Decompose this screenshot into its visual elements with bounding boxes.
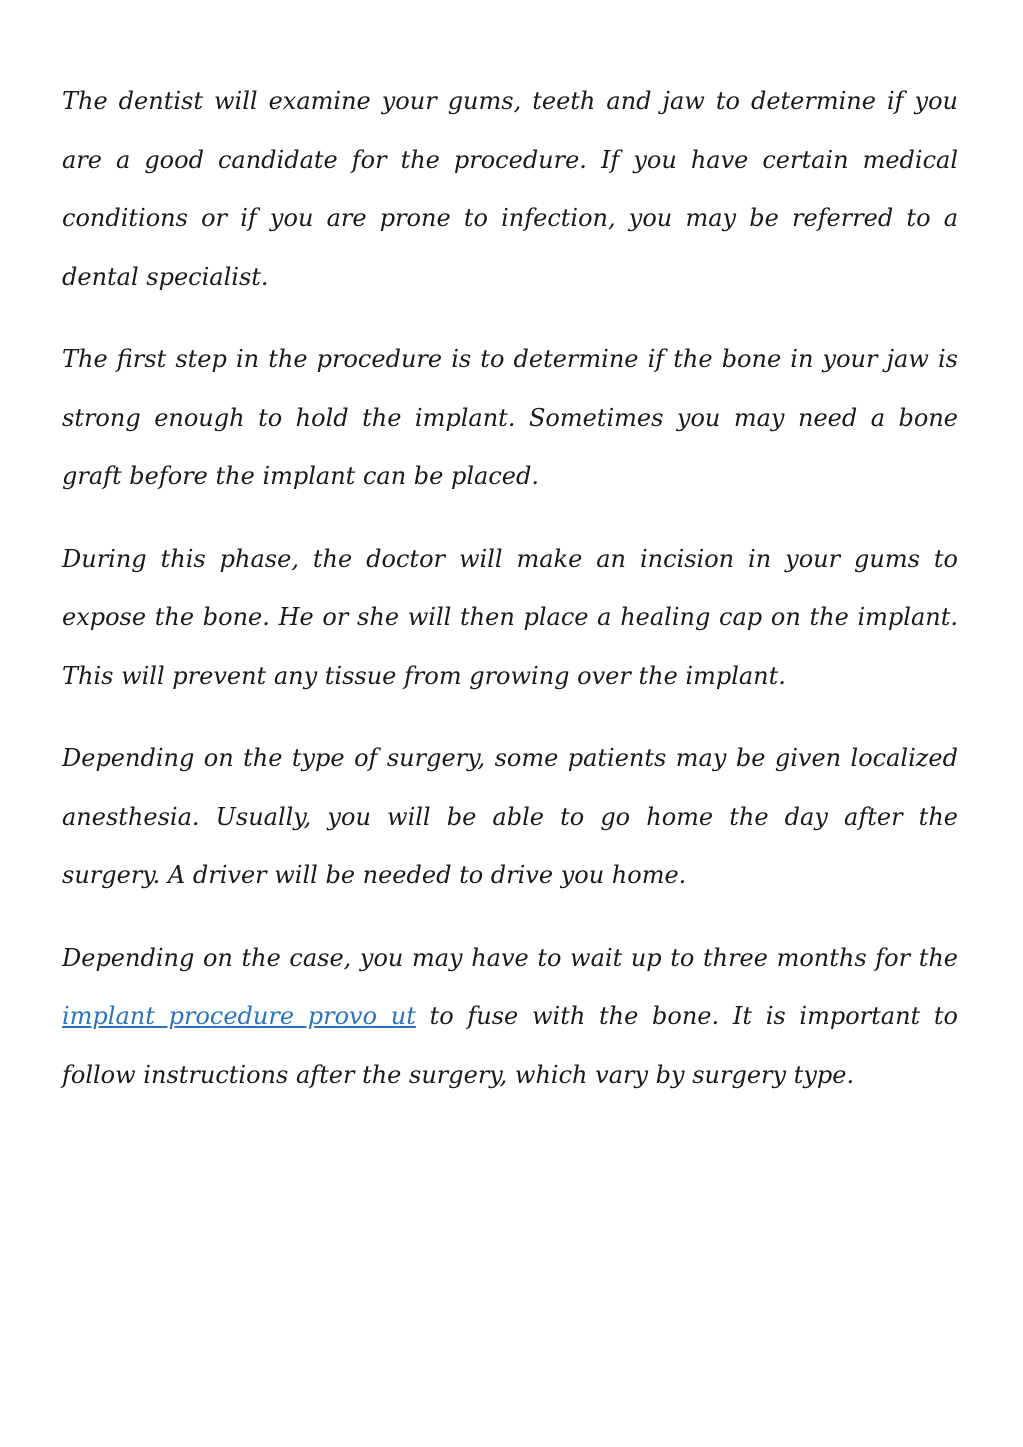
paragraph-5-tail-text: to fuse with the bone. It is important to follow instructions after the surgery, which vary by surgery type. bbox=[62, 1002, 958, 1089]
paragraph-2: The first step in the procedure is to determine if the bone in your jaw is strong enough to hold the implant. Sometimes you may need a bone graft before the implant can be placed. bbox=[62, 345, 958, 490]
document-body bbox=[62, 72, 958, 1128]
paragraph-1: The dentist will examine your gums, teeth and jaw to determine if you are a good candidate for the procedure. If you have certain medical conditions or if you are prone to infection, you may be referred to a dental specialist. bbox=[62, 87, 958, 291]
paragraph-5 bbox=[62, 929, 958, 1105]
paragraph-4: Depending on the type of surgery, some patients may be given localized anesthesia. Usually, you will be able to go home the day after the surgery. A driver will be needed to drive you home. bbox=[62, 744, 958, 889]
implant-procedure-link[interactable]: implant procedure provo ut bbox=[62, 1002, 416, 1030]
paragraph-3: During this phase, the doctor will make an incision in your gums to expose the bone. He or she will then place a healing cap on the implant. This will prevent any tissue from growing over the implant. bbox=[62, 544, 958, 690]
paragraph-5-lead-text: Depending on the case, you may have to wait up to three months for the bbox=[62, 943, 958, 972]
